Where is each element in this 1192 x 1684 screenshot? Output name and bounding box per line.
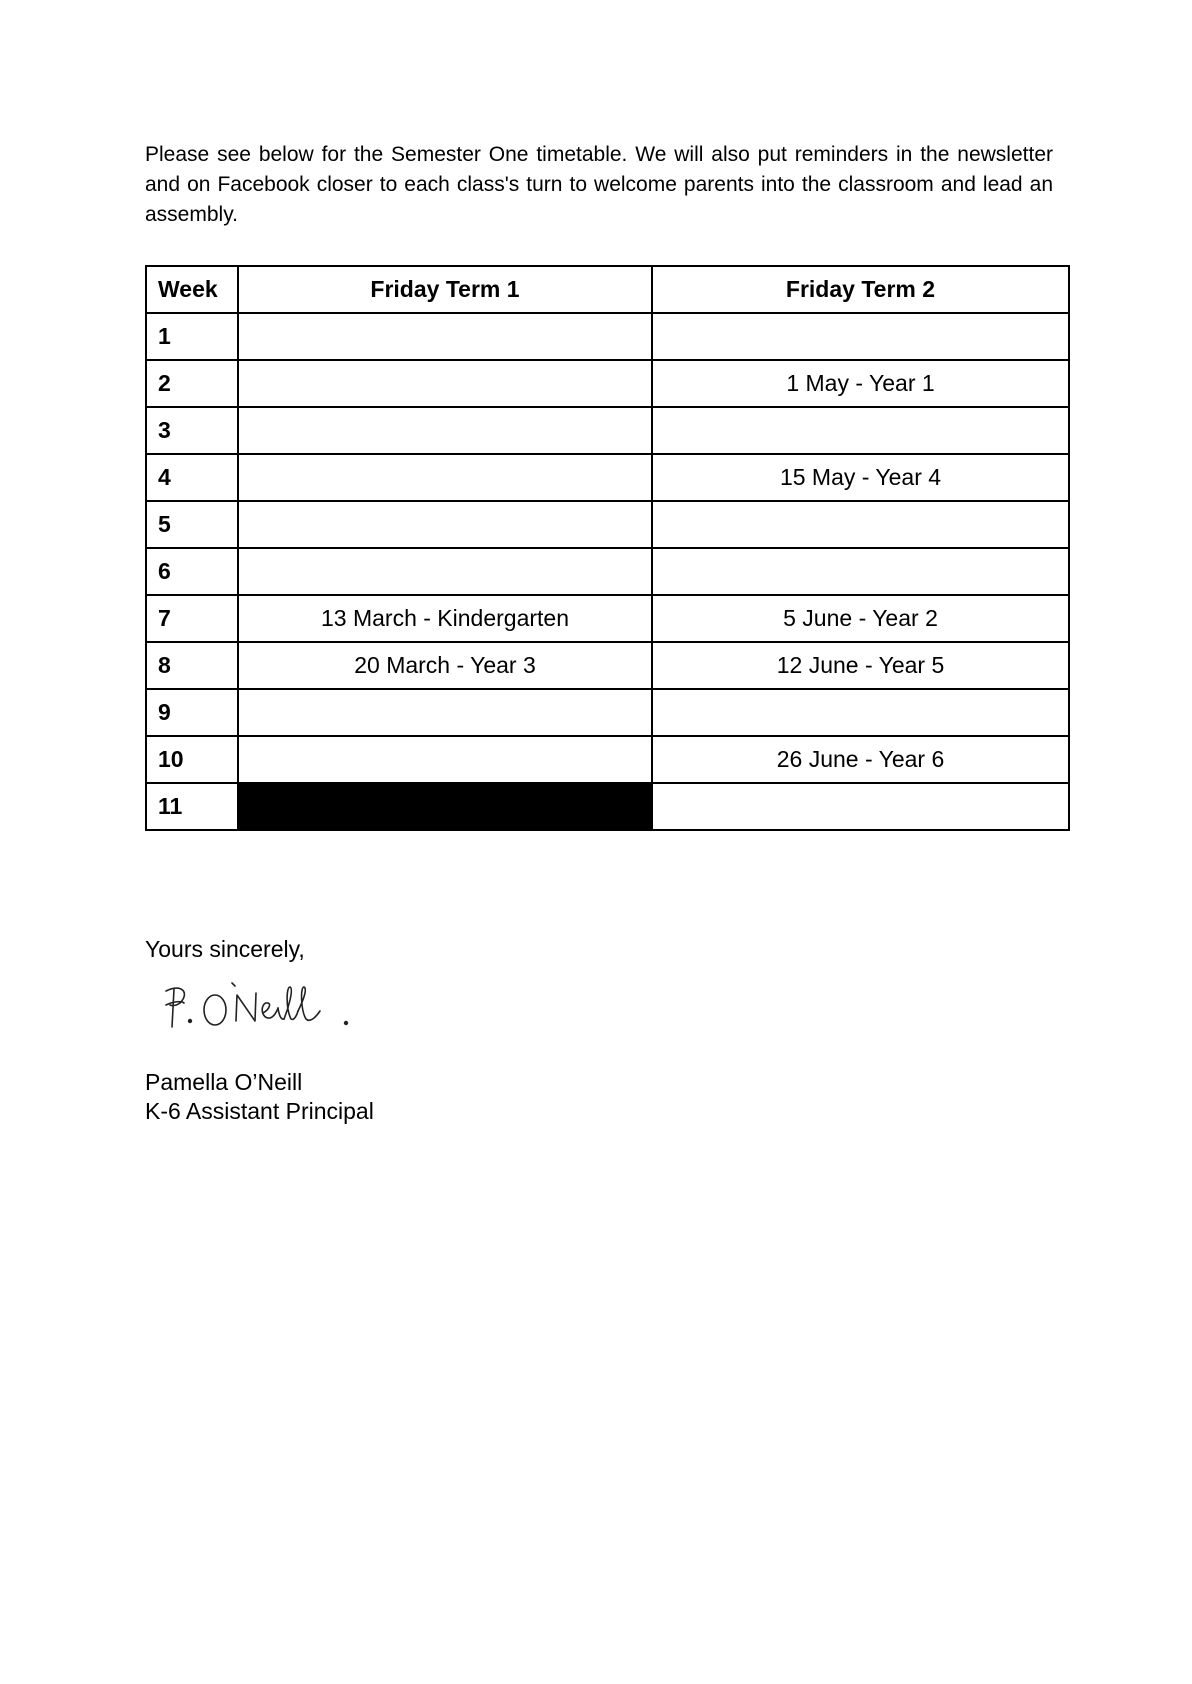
- week-number: 1: [146, 313, 238, 360]
- term-2-entry: 1 May - Year 1: [652, 360, 1069, 407]
- week-number: 11: [146, 783, 238, 830]
- intro-paragraph: Please see below for the Semester One timetable. We will also put reminders in the newsletter and on Facebook closer to each class's turn to welcome parents into the classroom and lead an assembly.: [145, 143, 1053, 226]
- week-number: 7: [146, 595, 238, 642]
- term-1-entry: [238, 501, 652, 548]
- header-term-1: Friday Term 1: [238, 266, 652, 313]
- header-week: Week: [146, 266, 238, 313]
- table-row: [146, 736, 1069, 783]
- term-1-entry: 20 March - Year 3: [238, 642, 652, 689]
- table-row: [146, 407, 1069, 454]
- week-number: 5: [146, 501, 238, 548]
- term-2-entry: 26 June - Year 6: [652, 736, 1069, 783]
- table-row: [146, 783, 1069, 830]
- term-1-entry: [238, 360, 652, 407]
- week-number: 8: [146, 642, 238, 689]
- term-2-entry: [652, 501, 1069, 548]
- table-row: [146, 642, 1069, 689]
- week-number: 3: [146, 407, 238, 454]
- table-row: [146, 595, 1069, 642]
- term-2-entry: [652, 783, 1069, 830]
- week-number: 2: [146, 360, 238, 407]
- term-2-entry: 5 June - Year 2: [652, 595, 1069, 642]
- term-1-entry: [238, 548, 652, 595]
- term-2-entry: [652, 548, 1069, 595]
- table-row: [146, 313, 1069, 360]
- table-row: [146, 689, 1069, 736]
- table-row: [146, 501, 1069, 548]
- timetable-header-row: [146, 266, 1069, 313]
- closing-salutation: Yours sincerely,: [145, 936, 305, 962]
- term-1-entry: [238, 689, 652, 736]
- term-1-entry: [238, 454, 652, 501]
- signatory-name: Pamella O’Neill: [145, 1069, 303, 1095]
- term-2-entry: [652, 407, 1069, 454]
- header-term-2: Friday Term 2: [652, 266, 1069, 313]
- table-row: [146, 360, 1069, 407]
- term-2-entry: 15 May - Year 4: [652, 454, 1069, 501]
- term-1-entry: 13 March - Kindergarten: [238, 595, 652, 642]
- week-number: 9: [146, 689, 238, 736]
- handwritten-signature: [160, 975, 380, 1037]
- term-2-entry: 12 June - Year 5: [652, 642, 1069, 689]
- week-number: 10: [146, 736, 238, 783]
- term-1-entry: [238, 313, 652, 360]
- table-row: [146, 548, 1069, 595]
- signatory-role: K-6 Assistant Principal: [145, 1098, 374, 1124]
- week-number: 4: [146, 454, 238, 501]
- table-row: [146, 454, 1069, 501]
- term-1-entry: [238, 736, 652, 783]
- term-2-entry: [652, 689, 1069, 736]
- term-1-entry: [238, 407, 652, 454]
- week-number: 6: [146, 548, 238, 595]
- semester-timetable: [145, 265, 1070, 831]
- term-2-entry: [652, 313, 1069, 360]
- redacted-cell: [238, 783, 652, 830]
